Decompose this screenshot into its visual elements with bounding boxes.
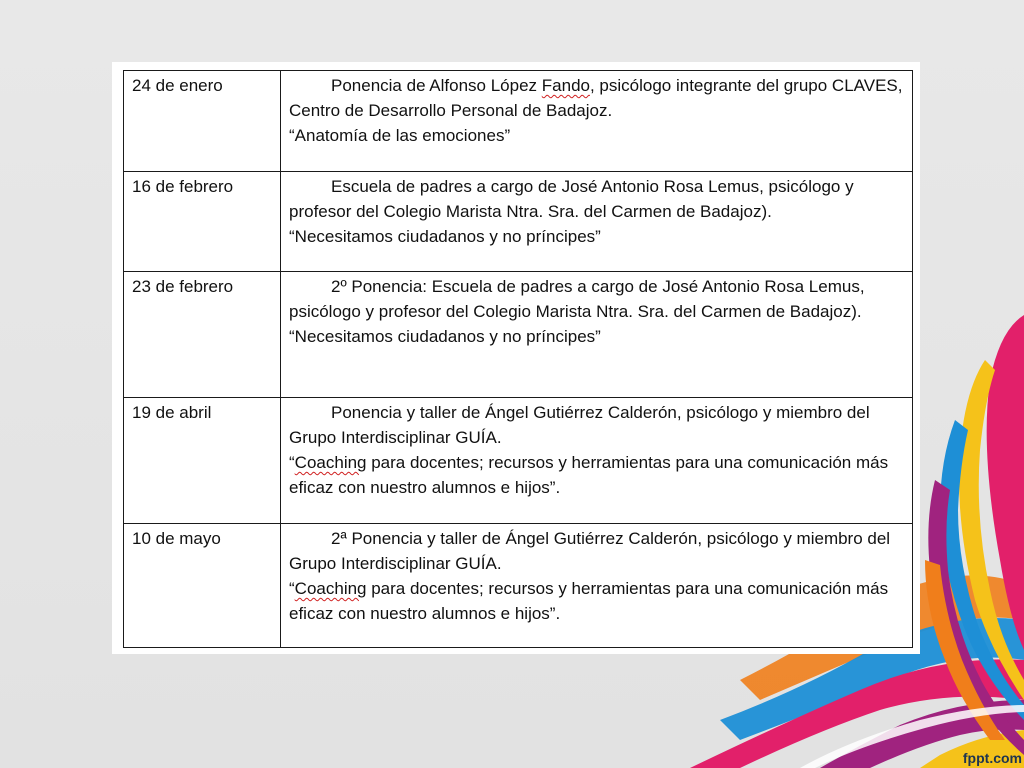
description-text: 2º Ponencia: Escuela de padres a cargo de José Antonio Rosa Lemus, psicólogo y profesor del Colegio Marista Ntra. Sra. del Carmen de Badajoz).: [289, 277, 865, 321]
date-cell: 24 de enero: [124, 71, 281, 172]
spellcheck-word: Coaching: [294, 579, 367, 598]
date-cell: 10 de mayo: [124, 524, 281, 648]
description-cell: [281, 272, 913, 398]
date-cell: 23 de febrero: [124, 272, 281, 398]
talk-title: “Necesitamos ciudadanos y no príncipes”: [289, 227, 601, 246]
table-row: [124, 71, 913, 172]
description-text: , psicólogo integrante del grupo CLAVES, Centro de Desarrollo Personal de Badajoz.: [289, 76, 903, 120]
description-text: 2ª Ponencia y taller de Ángel Gutiérrez Calderón, psicólogo y miembro del Grupo Interdisciplinar GUÍA.: [289, 529, 891, 573]
date-cell: 16 de febrero: [124, 172, 281, 272]
description-text: Ponencia y taller de Ángel Gutiérrez Calderón, psicólogo y miembro del Grupo Interdisciplinar GUÍA.: [289, 403, 870, 447]
date-cell: 19 de abril: [124, 398, 281, 524]
quote-rest: para docentes; recursos y herramientas para una comunicación más eficaz con nuestro alumnos e hijos”.: [289, 579, 889, 623]
description-cell: [281, 172, 913, 272]
description-text: Ponencia de Alfonso López: [331, 76, 542, 95]
description-text: Escuela de padres a cargo de José Antonio Rosa Lemus, psicólogo y profesor del Colegio Marista Ntra. Sra. del Carmen de Badajoz).: [289, 177, 854, 221]
quote-rest: para docentes; recursos y herramientas para una comunicación más eficaz con nuestro alumnos e hijos”.: [289, 453, 889, 497]
talk-title: [289, 576, 904, 626]
schedule-panel: [112, 62, 920, 654]
table-row: [124, 172, 913, 272]
quote-open: “: [289, 579, 295, 598]
talk-title: “Necesitamos ciudadanos y no príncipes”: [289, 327, 601, 346]
spellcheck-word: Fando: [541, 76, 590, 95]
description-cell: [281, 524, 913, 648]
spellcheck-word: Coaching: [294, 453, 367, 472]
schedule-table: [123, 70, 913, 648]
brand-watermark: fppt.com: [962, 750, 1022, 766]
talk-title: “Anatomía de las emociones”: [289, 126, 511, 145]
talk-title: [289, 450, 904, 500]
description-cell: [281, 71, 913, 172]
table-row: [124, 272, 913, 398]
table-row: [124, 524, 913, 648]
quote-open: “: [289, 453, 295, 472]
table-row: [124, 398, 913, 524]
description-cell: [281, 398, 913, 524]
